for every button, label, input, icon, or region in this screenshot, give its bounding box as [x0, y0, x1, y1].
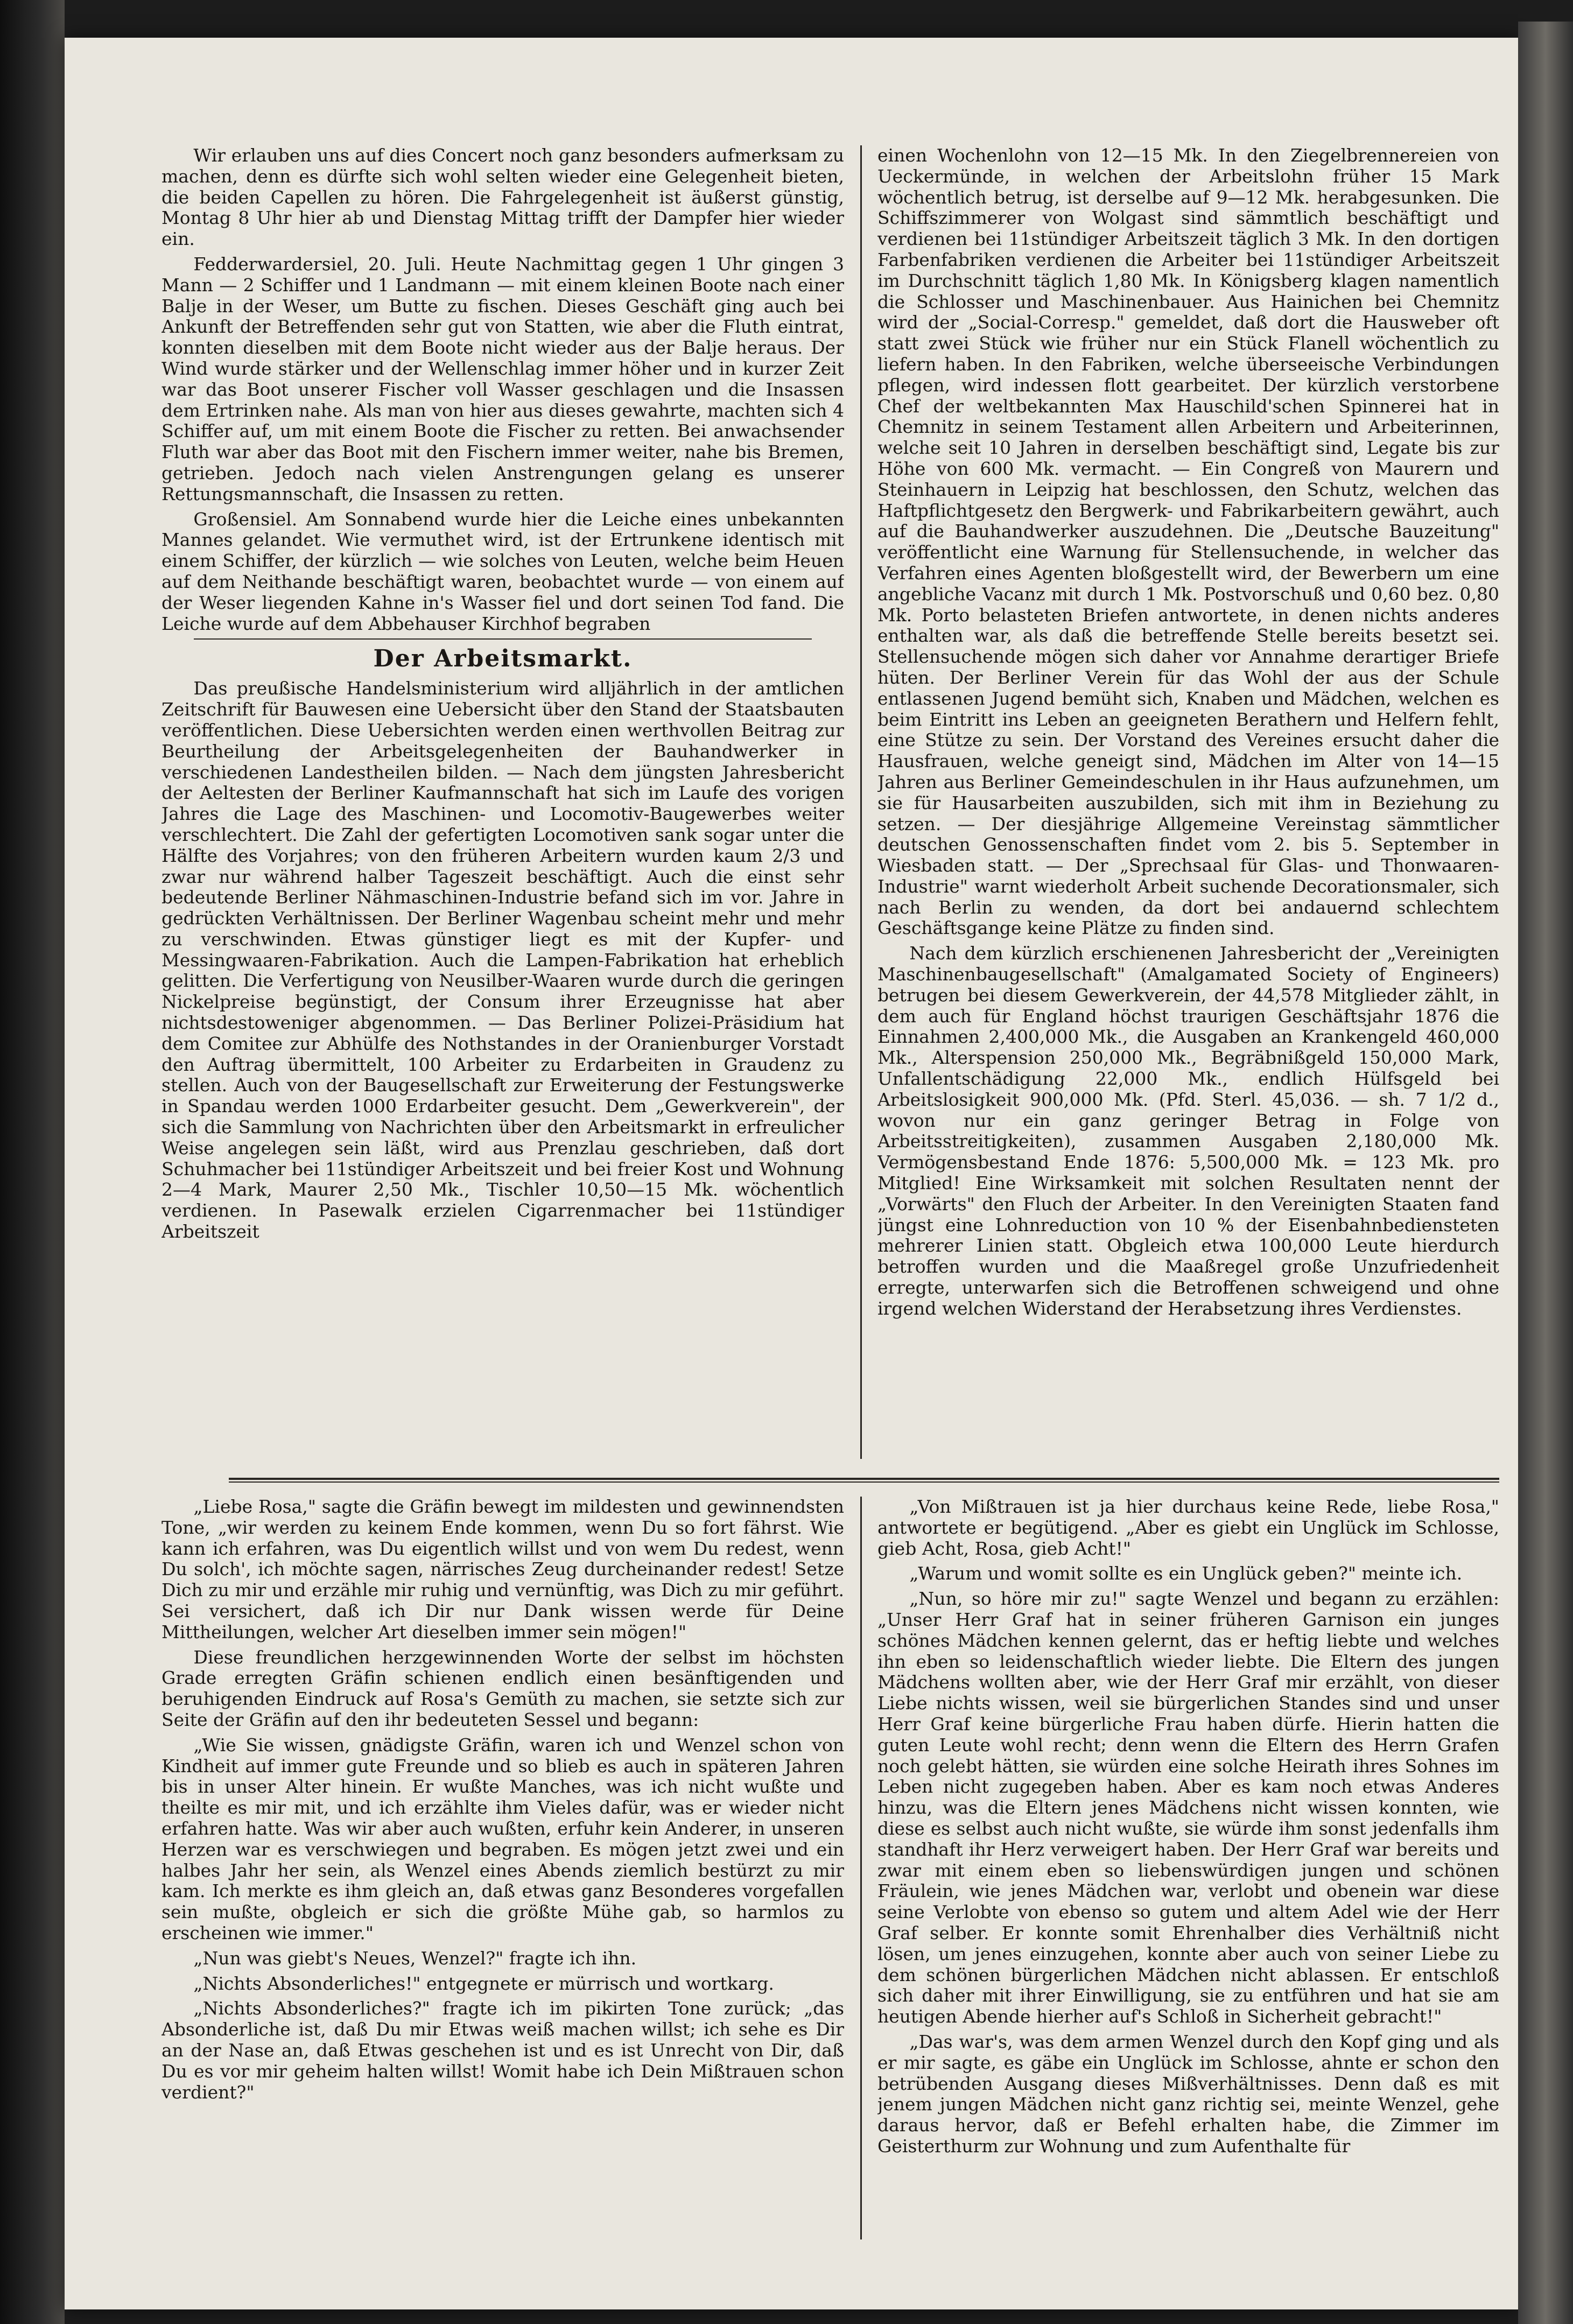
fedderwardersiel-paragraph: Fedderwardersiel, 20. Juli. Heute Nachmittag gegen 1 Uhr gingen 3 Mann — 2 Schiffer und 1 Landmann — mit einem kleinen Boote nach einer Balje in der Weser, um Butte zu fischen. Dieses Geschäft ging auch bei Ankunft der Betreffenden sehr gut von Statten, wie aber die Fluth eintrat, konnten dieselben mit dem Boote nicht wieder aus der Balje heraus. Der Wind wurde stärker und der Wellenschlag immer höher und in kurzer Zeit war das Boot unserer Fischer voll Wasser geschlagen und die Insassen dem Ertrinken nahe. Als man von hier aus dieses gewahrte, machten sich 4 Schiffer auf, um mit einem Boote die Fischer zu retten. Bei anwachsender Fluth war aber das Boot mit den Fischern immer weiter, nahe bis Bremen, getrieben. Jedoch nach vielen Anstrengungen gelang es unserer Rettungsmannschaft, die Insassen zu retten.	[161, 253, 844, 504]
column-rule-upper	[860, 145, 862, 1459]
feuilleton-paragraph: „Nun, so höre mir zu!" sagte Wenzel und begann zu erzählen: „Unser Herr Graf hat in seiner früheren Garnison ein junges schönes Mädchen kennen gelernt, das er heftig liebte und welches ihn eben so leidenschaftlich wieder liebte. Die Eltern des jungen Mädchens wollten aber, wie der Herr Graf mir erzählt, von dieser Liebe nichts wissen, weil sie bürgerlichen Standes sind und unser Herr Graf keine bürgerliche Frau haben dürfe. Hierin hatten die guten Leute wohl recht; denn wenn die Eltern des Herrn Grafen noch gelebt hätten, sie würden eine solche Heirath ihres Sohnes im Leben nicht zugegeben haben. Aber es kam noch etwas Anderes hinzu, was die Eltern jenes Mädchens nicht wissen konnten, wie diese es selbst auch nicht wußte, sie würde ihm sonst jedenfalls ihm standhaft ihr Herz verweigert haben. Der Herr Graf war bereits und zwar mit einem eben so liebenswürdigen jungen und schönen Fräulein, wie jenes Mädchen war, verlobt und obenein war diese seine Verlobte von ebenso so gutem und altem Adel wie der Herr Graf selber. Er konnte somit Ehrenhalber dies Verhältniß nicht lösen, um jenes einzugehen, konnte aber auch von seiner Liebe zu dem schönen bürgerlichen Mädchen nicht ablassen. Er entschloß sich daher mit ihrer Einwilligung, sie zu entführen und hat sie am heutigen Abende hierher auf's Schloß in Sicherheit gebracht!"	[877, 1588, 1499, 2027]
maschinenbau-paragraph: Nach dem kürzlich erschienenen Jahresbericht der „Vereinigten Maschinenbaugesellschaft" (Amalgamated Society of Engineers) betrugen bei diesem Gewerkverein, der 44,578 Mitglieder zählt, in dem auch für England höchst traurigen Geschäftsjahr 1876 die Einnahmen 2,400,000 Mk., die Ausgaben an Krankengeld 460,000 Mk., Alterspension 250,000 Mk., Begräbnißgeld 150,000 Mark, Unfallentschädigung 22,000 Mk., endlich Hülfsgeld bei Arbeitslosigkeit 900,000 Mk. (Pfd. Sterl. 45,036. — sh. 7 1/2 d., wovon nur ein ganz geringer Betrag in Folge von Arbeitsstreitigkeiten), zusammen Ausgaben 2,180,000 Mk. Vermögensbestand Ende 1876: 5,500,000 Mk. = 123 Mk. pro Mitglied! Eine Wirksamkeit mit solchen Resultaten nennt der „Vorwärts" den Fluch der Arbeiter. In den Vereinigten Staaten fand jüngst eine Lohnreduction von 10 % der Eisenbahnbediensteten mehrerer Linien statt. Obgleich etwa 100,000 Leute hierdurch betroffen wurden und die Maaßregel große Unzufriedenheit erregte, unterwarfen sich die Betroffenen schweigend und ohne irgend welchen Widerstand der Herabsetzung ihres Verdienstes.	[877, 943, 1499, 1319]
grossensiel-paragraph: Großensiel. Am Sonnabend wurde hier die Leiche eines unbekannten Mannes gelandet. Wie vermuthet wird, ist der Ertrunkene identisch mit einem Schiffer, der kürzlich — wie solches von Leuten, welche beim Heuen auf dem Neithande beschäftigt waren, beobachtet wurde — von einem auf der Weser liegenden Kahne in's Wasser fiel und dort seinen Tod fand. Die Leiche wurde auf dem Abbehauser Kirchhof begraben	[161, 508, 844, 634]
feuilleton-divider-thin	[229, 1482, 1499, 1483]
feuilleton-divider	[229, 1478, 1499, 1480]
feuilleton-paragraph: „Warum und womit sollte es ein Unglück geben?" meinte ich.	[909, 1563, 1463, 1584]
feuilleton-paragraph: Diese freundlichen herzgewinnenden Worte der selbst im höchsten Grade erregten Gräfin schienen endlich einen besänftigenden und beruhigenden Eindruck auf Rosa's Gemüth zu machen, sie setzte sich zur Seite der Gräfin auf den ihr bedeuteten Sessel und begann:	[161, 1646, 844, 1730]
wochenlohn-paragraph: einen Wochenlohn von 12—15 Mk. In den Ziegelbrennereien von Ueckermünde, in welchen der Arbeitslohn früher 15 Mark wöchentlich betrug, ist derselbe auf 9—12 Mk. herabgesunken. Die Schiffszimmerer von Wolgast sind sämmtlich beschäftigt und verdienen bei 11stündiger Arbeitszeit täglich 3 Mk. In den dortigen Farbenfabriken verdienen die Arbeiter bei 11stündiger Arbeitszeit im Durchschnitt täglich 1,80 Mk. In Königsberg klagen namentlich die Schlosser und Maschinenbauer. Aus Hainichen bei Chemnitz wird der „Social-Corresp." gemeldet, daß dort die Hausweber oft statt zwei Stück wie früher nur ein Stück Flanell wöchentlich zu liefern haben. In den Fabriken, welche überseeische Verbindungen pflegen, wird indessen flott gearbeitet. Der kürzlich verstorbene Chef der weltbekannten Max Hauschild'schen Spinnerei hat in Chemnitz in seinem Testament allen Arbeitern und Arbeiterinnen, welche seit 10 Jahren in derselben beschäftigt sind, Legate bis zur Höhe von 600 Mk. vermacht. — Ein Congreß von Maurern und Steinhauern in Leipzig hat beschlossen, den Schutz, welchen das Haftpflichtgesetz den Bergwerk- und Fabrikarbeitern gewährt, auch auf die Bauhandwerker auszudehnen. Die „Deutsche Bauzeitung" veröffentlicht eine Warnung für Stellensuchende, in welcher das Verfahren eines Agenten bloßgestellt wird, der Bewerbern um eine angebliche Vacanz mit durch 1 Mk. Postvorschuß und 0,60 bez. 0,80 Mk. Porto belasteten Briefen antwortete, in denen nichts anderes enthalten war, als daß die betreffende Stelle bereits besetzt sei. Stellensuchende mögen sich daher vor Annahme derartiger Briefe hüten. Der Berliner Verein für das Wohl der aus der Schule entlassenen Jugend bemüht sich, Knaben und Mädchen, welchen es beim Eintritt ins Leben an geeigneten Berathern und Helfern fehlt, eine Stütze zu sein. Der Vorstand des Vereines ersucht daher die Hausfrauen, welche geneigt sind, Mädchen im Alter von 14—15 Jahren aus Berliner Gemeindeschulen in ihr Haus aufzunehmen, um sie für Hausarbeiten auszubilden, sich mit ihm in Beziehung zu setzen. — Der diesjährige Allgemeine Vereinstag sämmtlicher deutschen Genossenschaften findet vom 2. bis 5. September in Wiesbaden statt. — Der „Sprechsaal für Glas- und Thonwaaren-Industrie" warnt wiederholt Arbeit suchende Decorationsmaler, sich nach Berlin zu wenden, da dort bei andauernd schlechtem Geschäftsgange keine Plätze zu finden sind.	[877, 145, 1499, 939]
feuilleton-right-column	[877, 1497, 1499, 2239]
concert-paragraph: Wir erlauben uns auf dies Concert noch ganz besonders aufmerksam zu machen, denn es dürfte sich wohl selten wieder eine Gelegenheit bieten, die beiden Capellen zu hören. Die Fahrgelegenheit ist äußerst günstig, Montag 8 Uhr hier ab und Dienstag Mittag trifft der Dampfer hier wieder ein.	[161, 145, 844, 250]
section-title-arbeitsmarkt: Der Arbeitsmarkt.	[373, 645, 633, 673]
left-news-column	[161, 145, 844, 1456]
binding-shadow	[0, 0, 65, 2324]
right-news-column	[877, 145, 1499, 1456]
feuilleton-paragraph: „Nun was giebt's Neues, Wenzel?" fragte ich ihn.	[193, 1947, 637, 1969]
section-divider	[194, 638, 812, 640]
feuilleton-paragraph: „Nichts Absonderliches?" fragte ich im pikirten Tone zurück; „das Absonderliche ist, daß Du mir Etwas weiß machen willst; ich sehe es Dir an der Nase an, daß Etwas geschehen ist und es ist Unrecht von Dir, daß Du es vor mir geheim halten willst! Womit habe ich Dein Mißtrauen schon verdient?"	[161, 1998, 844, 2103]
arbeitsmarkt-paragraph: Das preußische Handelsministerium wird alljährlich in der amtlichen Zeitschrift für Bauwesen eine Uebersicht über den Stand der Staatsbauten veröffentlichen. Diese Uebersichten werden einen werthvollen Beitrag zur Beurtheilung der Arbeitsgelegenheiten der Bauhandwerker in verschiedenen Landestheilen bilden. — Nach dem jüngsten Jahresbericht der Aeltesten der Berliner Kaufmannschaft hat sich im Laufe des vorigen Jahres die Lage des Maschinen- und Locomotiv-Baugewerbes weiter verschlechtert. Die Zahl der gefertigten Locomotiven sank sogar unter die Hälfte des Vorjahres; von den früheren Arbeitern wurden kaum 2/3 und zwar nur während halber Tageszeit beschäftigt. Auch die einst sehr bedeutende Berliner Nähmaschinen-Industrie befand sich im vor. Jahre in gedrückten Verhältnissen. Der Berliner Wagenbau scheint mehr und mehr zu verschwinden. Etwas günstiger liegt es mit der Kupfer- und Messingwaaren-Fabrikation. Auch die Lampen-Fabrikation hat erheblich gelitten. Die Verfertigung von Neusilber-Waaren wurde durch die geringen Nickelpreise begünstigt, der Consum ihrer Erzeugnisse hat aber nichtsdestoweniger abgenommen. — Das Berliner Polizei-Präsidium hat dem Comitee zur Abhülfe des Nothstandes in der Oranienburger Vorstadt den Auftrag übermittelt, 100 Arbeiter zu Erdarbeiten in Graudenz zu stellen. Auch von der Baugesellschaft zur Erweiterung der Festungswerke in Spandau werden 1000 Erdarbeiter gesucht. Dem „Gewerkverein", der sich die Sammlung von Nachrichten über den Arbeitsmarkt in erfreulicher Weise angelegen sein läßt, wird aus Prenzlau geschrieben, daß dort Schuhmacher bei 11stündiger Arbeitszeit und bei freier Kost und Wohnung 2—4 Mark, Maurer 2,50 Mk., Tischler 10,50—15 Mk. wöchentlich verdienen. In Pasewalk erzielen Cigarrenmacher bei 11stündiger Arbeitszeit	[161, 678, 844, 1242]
feuilleton-paragraph: „Liebe Rosa," sagte die Gräfin bewegt im mildesten und gewinnendsten Tone, „wir werden zu keinem Ende kommen, wenn Du so fort fährst. Wie kann ich erfahren, was Du eigentlich willst und von wem Du redest, wenn Du solch', ich möchte sagen, närrisches Zeug durcheinander redest! Setze Dich zu mir und erzähle mir ruhig und vernünftig, was Dich zu mir geführt. Sei versichert, daß ich Dir nur Dank wissen werde für Deine Mittheilungen, welcher Art dieselben immer sein mögen!"	[161, 1497, 844, 1642]
feuilleton-paragraph: „Von Mißtrauen ist ja hier durchaus keine Rede, liebe Rosa," antwortete er begütigend. „Aber es giebt ein Unglück im Schlosse, gieb Acht, Rosa, gieb Acht!"	[877, 1497, 1499, 1559]
adjacent-page-edge	[1518, 22, 1573, 2324]
feuilleton-left-column	[161, 1497, 844, 2239]
feuilleton-paragraph: „Nichts Absonderliches!" entgegnete er mürrisch und wortkarg.	[193, 1972, 774, 1994]
feuilleton-paragraph: „Das war's, was dem armen Wenzel durch den Kopf ging und als er mir sagte, es gäbe ein Unglück im Schlosse, ahnte er schon den betrübenden Ausgang dieses Mißverhältnisses. Denn daß es mit jenem jungen Mädchen nicht ganz richtig sei, meinte Wenzel, gehe daraus hervor, daß er Befehl erhalten habe, die Zimmer im Geisterthurm zur Wohnung und zum Aufenthalte für	[877, 2031, 1499, 2157]
column-rule-lower	[860, 1497, 862, 2239]
feuilleton-paragraph: „Wie Sie wissen, gnädigste Gräfin, waren ich und Wenzel schon von Kindheit auf immer gute Freunde und so blieb es auch in späteren Jahren bis in unser Alter hinein. Er wußte Manches, was ich nicht wußte und theilte es mir mit, und ich erzählte ihm Vieles dafür, was er wieder nicht erfahren hatte. Was wir aber auch wußten, erfuhr kein Anderer, in unseren Herzen war es verschwiegen und begraben. Es mögen jetzt zwei und ein halbes Jahr her sein, als Wenzel eines Abends ziemlich bestürzt zu mir kam. Ich merkte es ihm gleich an, daß etwas ganz Besonderes vorgefallen sein mußte, obgleich er sich die größte Mühe gab, so harmlos zu erscheinen wie immer."	[161, 1734, 844, 1943]
